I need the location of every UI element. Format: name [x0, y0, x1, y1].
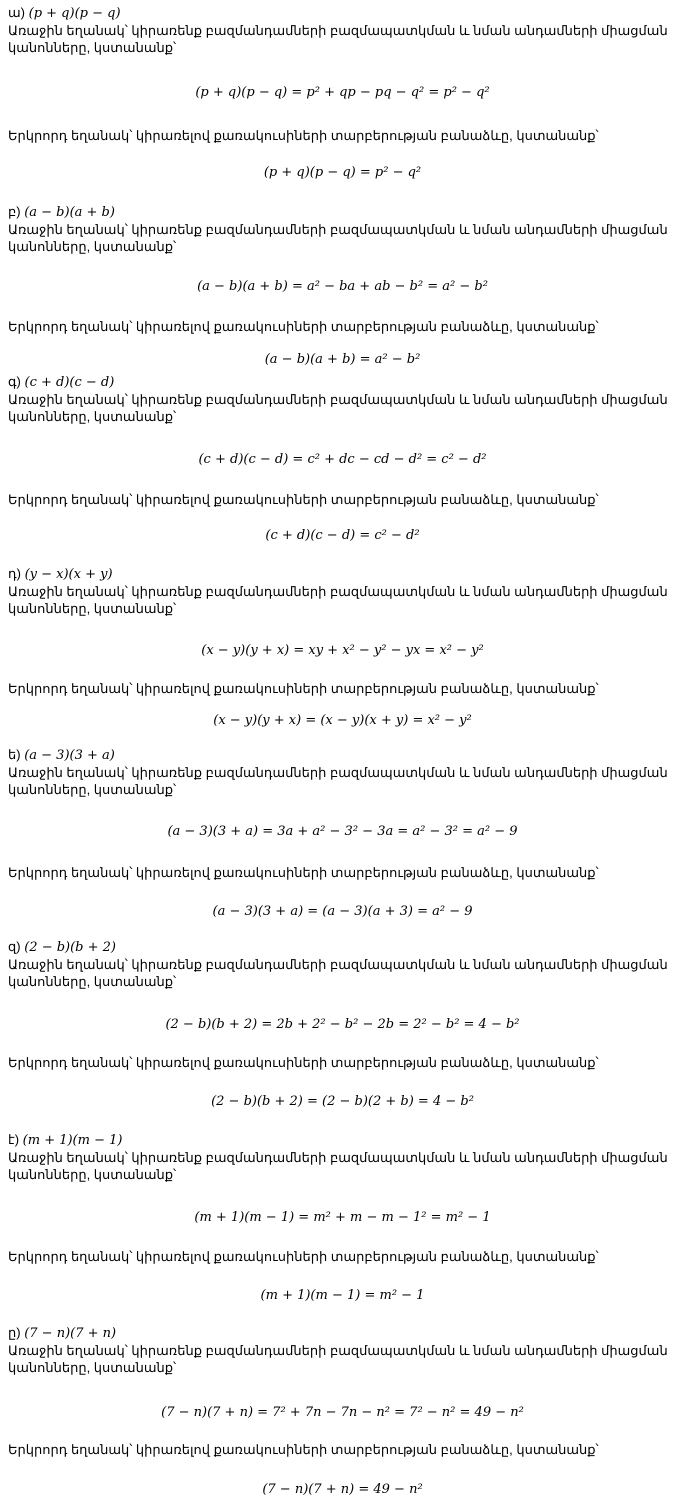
method-two-equation: (a − 3)(3 + a) = (a − 3)(a + 3) = a² − 9: [212, 904, 473, 919]
method-two-equation: (m + 1)(m − 1) = m² − 1: [260, 1288, 425, 1303]
problem-letter: գ): [8, 374, 21, 389]
problem-expression: (7 − n)(7 + n): [24, 1326, 117, 1341]
method-two-text: Երկրորդ եղանակ՝ կիրառելով քառակուսիների տարբերության բանաձևը, կստանանք՝: [8, 492, 599, 507]
method-one-text: [8, 1342, 668, 1376]
problem-heading: [8, 4, 121, 22]
problem-expression: (a − 3)(3 + a): [24, 748, 115, 763]
problem-heading: [8, 565, 113, 583]
method-one-text: [8, 1149, 668, 1183]
method-one-line1: Առաջին եղանակ՝ կիրառենք բազմանդամների բազմապատկման և նման անդամների միացման: [8, 392, 668, 407]
method-two-equation: (p + q)(p − q) = p² − q²: [263, 165, 422, 180]
problem-expression: (m + 1)(m − 1): [22, 1133, 123, 1148]
method-one-line1: Առաջին եղանակ՝ կիրառենք բազմանդամների բազմապատկման և նման անդամների միացման: [8, 765, 668, 780]
method-one-text: [8, 583, 668, 617]
problem-letter: զ): [8, 939, 21, 954]
method-one-line1: Առաջին եղանակ՝ կիրառենք բազմանդամների բազմապատկման և նման անդամների միացման: [8, 1150, 668, 1165]
method-one-line2: կանոնները, կստանանք՝: [8, 409, 177, 424]
problem-block: [0, 938, 685, 1118]
problem-heading: [8, 373, 114, 391]
problem-heading: [8, 1131, 122, 1149]
problem-letter: ա): [8, 5, 25, 20]
method-one-line1: Առաջին եղանակ՝ կիրառենք բազմանդամների բազմապատկման և նման անդամների միացման: [8, 957, 668, 972]
method-two-equation: (2 − b)(b + 2) = (2 − b)(2 + b) = 4 − b²: [211, 1094, 474, 1109]
problem-expression: (y − x)(x + y): [24, 567, 113, 582]
problem-letter: ե): [8, 747, 21, 762]
method-one-text: [8, 391, 668, 425]
problem-block: [0, 373, 685, 553]
method-two-equation: (7 − n)(7 + n) = 49 − n²: [262, 1482, 423, 1497]
method-one-equation: (m + 1)(m − 1) = m² + m − m − 1² = m² − 1: [194, 1210, 491, 1225]
method-one-equation: (c + d)(c − d) = c² + dc − cd − d² = c² − d²: [198, 452, 487, 467]
method-two-equation: (x − y)(y + x) = (x − y)(x + y) = x² − y²: [213, 713, 472, 728]
method-one-text: [8, 764, 668, 798]
method-two-text: Երկրորդ եղանակ՝ կիրառելով քառակուսիների տարբերության բանաձևը, կստանանք՝: [8, 1442, 599, 1457]
problem-letter: է): [8, 1132, 20, 1147]
method-one-line2: կանոնները, կստանանք՝: [8, 40, 177, 55]
method-two-text: Երկրորդ եղանակ՝ կիրառելով քառակուսիների տարբերության բանաձևը, կստանանք՝: [8, 1055, 599, 1070]
problem-heading: [8, 938, 116, 956]
method-one-line1: Առաջին եղանակ՝ կիրառենք բազմանդամների բազմապատկման և նման անդամների միացման: [8, 222, 668, 237]
method-one-line2: կանոնները, կստանանք՝: [8, 974, 177, 989]
method-one-line2: կանոնները, կստանանք՝: [8, 1360, 177, 1375]
method-two-text: Երկրորդ եղանակ՝ կիրառելով քառակուսիների տարբերության բանաձևը, կստանանք՝: [8, 681, 599, 696]
problem-block: [0, 203, 685, 368]
method-two-text: Երկրորդ եղանակ՝ կիրառելով քառակուսիների տարբերության բանաձևը, կստանանք՝: [8, 128, 599, 143]
problem-expression: (c + d)(c − d): [24, 375, 115, 390]
problem-block: [0, 746, 685, 926]
method-one-line1: Առաջին եղանակ՝ կիրառենք բազմանդամների բազմապատկման և նման անդամների միացման: [8, 23, 668, 38]
problem-block: [0, 4, 685, 184]
method-two-text: Երկրորդ եղանակ՝ կիրառելով քառակուսիների տարբերության բանաձևը, կստանանք՝: [8, 319, 599, 334]
method-one-line2: կանոնները, կստանանք՝: [8, 239, 177, 254]
method-one-line2: կանոնները, կստանանք՝: [8, 1167, 177, 1182]
method-one-text: [8, 956, 668, 990]
method-one-equation: (7 − n)(7 + n) = 7² + 7n − 7n − n² = 7² − n² = 49 − n²: [161, 1405, 524, 1420]
method-two-equation: (c + d)(c − d) = c² − d²: [265, 528, 420, 543]
problem-letter: բ): [8, 204, 21, 219]
method-one-equation: (a − 3)(3 + a) = 3a + a² − 3² − 3a = a² − 3² = a² − 9: [167, 824, 518, 839]
problem-block: [0, 565, 685, 740]
problem-block: [0, 1131, 685, 1311]
problem-heading: [8, 203, 115, 221]
method-one-line1: Առաջին եղանակ՝ կիրառենք բազմանդամների բազմապատկման և նման անդամների միացման: [8, 1343, 668, 1358]
method-one-equation: (a − b)(a + b) = a² − ba + ab − b² = a² − b²: [197, 279, 488, 294]
method-one-line2: կանոնները, կստանանք՝: [8, 782, 177, 797]
problem-heading: [8, 1324, 116, 1342]
method-one-equation: (x − y)(y + x) = xy + x² − y² − yx = x² − y²: [201, 643, 484, 658]
method-one-equation: (2 − b)(b + 2) = 2b + 2² − b² − 2b = 2² − b² = 4 − b²: [165, 1017, 520, 1032]
method-two-equation: (a − b)(a + b) = a² − b²: [264, 352, 421, 367]
method-one-text: [8, 22, 668, 56]
method-one-text: [8, 221, 668, 255]
problem-expression: (a − b)(a + b): [24, 205, 115, 220]
problem-expression: (2 − b)(b + 2): [24, 940, 117, 955]
problem-block: [0, 1324, 685, 1504]
method-one-line2: կանոնները, կստանանք՝: [8, 601, 177, 616]
method-one-equation: (p + q)(p − q) = p² + qp − pq − q² = p² − q²: [195, 85, 490, 100]
method-two-text: Երկրորդ եղանակ՝ կիրառելով քառակուսիների տարբերության բանաձևը, կստանանք՝: [8, 1249, 599, 1264]
problem-letter: ը): [8, 1325, 21, 1340]
method-one-line1: Առաջին եղանակ՝ կիրառենք բազմանդամների բազմապատկման և նման անդամների միացման: [8, 584, 668, 599]
problem-expression: (p + q)(p − q): [28, 6, 121, 21]
problem-letter: դ): [8, 566, 21, 581]
problem-heading: [8, 746, 115, 764]
method-two-text: Երկրորդ եղանակ՝ կիրառելով քառակուսիների տարբերության բանաձևը, կստանանք՝: [8, 865, 599, 880]
